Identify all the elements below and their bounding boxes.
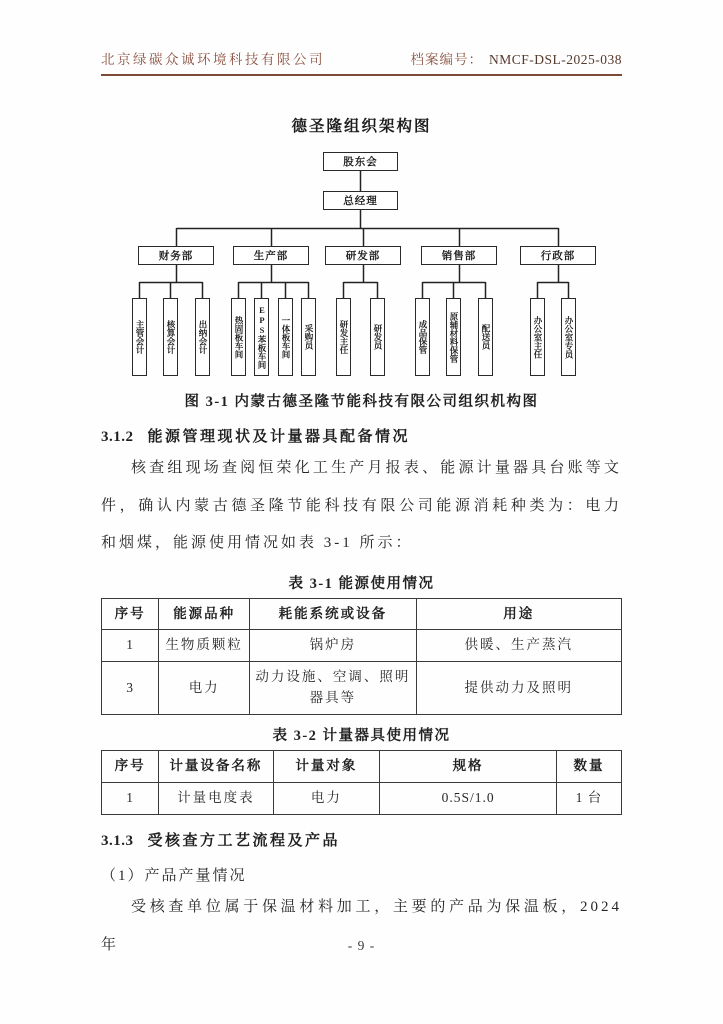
org-box-general-manager: 总经理 bbox=[323, 191, 398, 210]
table-cell: 3 bbox=[102, 662, 159, 715]
table-header-cell: 计量对象 bbox=[273, 751, 380, 783]
table-3-2-title: 表 3-2 计量器具使用情况 bbox=[272, 728, 451, 745]
org-box-accounting: 核算会计 bbox=[163, 298, 178, 376]
org-box-dept-admin: 行政部 bbox=[520, 246, 596, 265]
table-header-row bbox=[102, 751, 622, 783]
org-box-rnd-staff: 研发员 bbox=[370, 298, 385, 376]
table-3-1-title: 表 3-1 能源使用情况 bbox=[288, 575, 435, 592]
section-number: 3.1.2 bbox=[101, 429, 134, 445]
table-header-cell: 能源品种 bbox=[159, 598, 250, 630]
org-box-dept-finance: 财务部 bbox=[138, 246, 214, 265]
table-cell: 电力 bbox=[159, 662, 250, 715]
section-heading-3-1-2 bbox=[101, 425, 622, 446]
org-box-delivery-staff: 配送员 bbox=[478, 298, 493, 376]
paragraph-product-description: 受核查单位属于保温材料加工，主要的产品为保温板，2024 年 bbox=[101, 899, 622, 953]
org-box-integrated-workshop: 一体板车间 bbox=[278, 298, 293, 376]
table-header-cell: 序号 bbox=[102, 598, 159, 630]
page-content bbox=[101, 110, 622, 964]
list-item-product-output: （1）产品产量情况 bbox=[101, 868, 247, 885]
paragraph-energy-overview: 核查组现场查阅恒荣化工生产月报表、能源计量器具台账等文件，确认内蒙古德圣隆节能科技有限公司能源消耗种类为：电力和烟煤，能源使用情况如表 3-1 所示： bbox=[101, 460, 622, 551]
org-box-purchaser: 采购员 bbox=[301, 298, 316, 376]
section-title: 受核查方工艺流程及产品 bbox=[147, 833, 341, 850]
org-box-finished-goods-keeper: 成品保管 bbox=[415, 298, 430, 376]
table-cell: 动力设施、空调、照明器具等 bbox=[250, 662, 416, 715]
table-3-2 bbox=[101, 750, 622, 815]
org-box-dept-production: 生产部 bbox=[233, 246, 309, 265]
section-heading-3-1-3 bbox=[101, 829, 622, 850]
table-cell: 锅炉房 bbox=[250, 630, 416, 662]
section-title: 能源管理现状及计量器具配备情况 bbox=[147, 429, 411, 445]
table-header-cell: 耗能系统或设备 bbox=[250, 598, 416, 630]
table-cell: 1 bbox=[102, 630, 159, 662]
table-header-cell: 用途 bbox=[416, 598, 621, 630]
archive-number-value: NMCF-DSL-2025-038 bbox=[488, 52, 622, 67]
table-cell: 0.5S/1.0 bbox=[380, 783, 557, 815]
org-box-rnd-director: 研发主任 bbox=[336, 298, 351, 376]
table-cell: 1 台 bbox=[556, 783, 621, 815]
table-cell: 提供动力及照明 bbox=[416, 662, 621, 715]
header-company-name: 北京绿碳众诚环境科技有限公司 bbox=[101, 52, 325, 67]
table-cell: 1 bbox=[102, 783, 159, 815]
org-box-dept-rnd: 研发部 bbox=[325, 246, 401, 265]
org-box-shareholders: 股东会 bbox=[323, 152, 398, 171]
table-header-row bbox=[102, 598, 622, 630]
header-archive-number bbox=[410, 48, 622, 68]
section-number: 3.1.3 bbox=[101, 833, 134, 850]
page-header bbox=[101, 48, 622, 76]
table-header-cell: 序号 bbox=[102, 751, 159, 783]
org-chart-title: 德圣隆组织架构图 bbox=[291, 118, 432, 135]
table-cell: 生物质颗粒 bbox=[159, 630, 250, 662]
org-box-office-specialist: 办公室专员 bbox=[561, 298, 576, 376]
table-3-1 bbox=[101, 598, 622, 716]
org-box-office-director: 办公室主任 bbox=[530, 298, 545, 376]
table-cell: 供暖、生产蒸汽 bbox=[416, 630, 621, 662]
org-box-cashier: 出纳会计 bbox=[195, 298, 210, 376]
table-header-cell: 规格 bbox=[380, 751, 557, 783]
table-cell: 计量电度表 bbox=[159, 783, 273, 815]
figure-3-1-caption: 图 3-1 内蒙古德圣隆节能科技有限公司组织机构图 bbox=[184, 394, 539, 410]
table-row bbox=[102, 783, 622, 815]
archive-label: 档案编号： bbox=[410, 52, 483, 67]
org-box-eps-workshop: EPS苯板车间 bbox=[254, 298, 269, 376]
org-box-chief-accountant: 主管会计 bbox=[132, 298, 147, 376]
table-cell: 电力 bbox=[273, 783, 380, 815]
org-box-raw-material-keeper: 原辅材料保管 bbox=[446, 298, 461, 376]
org-box-dept-sales: 销售部 bbox=[421, 246, 497, 265]
table-row bbox=[102, 630, 622, 662]
org-box-thermoset-workshop: 热固板车间 bbox=[231, 298, 246, 376]
table-header-cell: 数量 bbox=[556, 751, 621, 783]
table-row bbox=[102, 662, 622, 715]
org-chart bbox=[101, 110, 622, 378]
page-number: - 9 - bbox=[347, 938, 376, 953]
table-header-cell: 计量设备名称 bbox=[159, 751, 273, 783]
